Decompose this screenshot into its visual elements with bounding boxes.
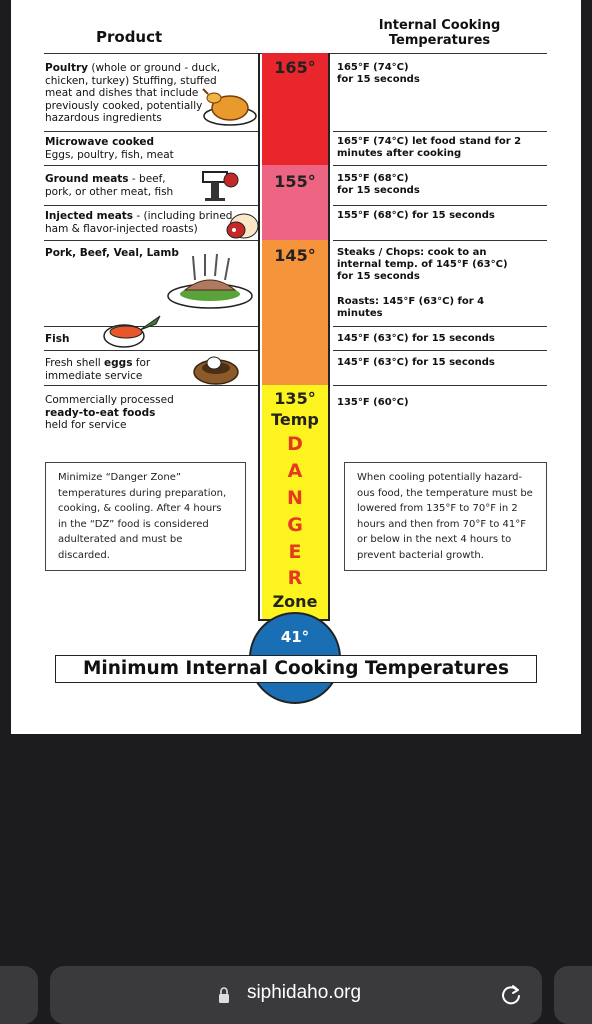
table-rule [333,240,547,241]
temperatures-header: Internal Cooking Temperatures [378,18,501,48]
product-cell-poultry: Poultry (whole or ground - duck, chicken, turkey) Stuffing, stuffed meat and dishes that include previously cooked, potentially hazardous ingredients [45,62,221,124]
table-rule [44,205,258,206]
url-text[interactable]: siphidaho.org [246,982,362,1003]
table-rule [333,385,547,386]
temp-cell-microwave: 165°F (74°C) let food stand for 2 minutes after cooking [337,136,522,159]
danger-letter: A [287,460,303,482]
thermometer-label-165: 165° [274,58,316,77]
table-rule [44,165,258,166]
thermometer-bulb-label: 41° [280,628,310,646]
temp-cell-steaks: Steaks / Chops: cook to an internal temp. of 145°F (63°C) for 15 seconds [337,247,508,282]
danger-letter: E [288,541,302,563]
temp-cell-injected-meats: 155°F (68°C) for 15 seconds [337,210,495,221]
table-rule [44,131,258,132]
table-rule [333,165,547,166]
table-rule [333,350,547,351]
thermometer-label-145: 145° [274,246,316,265]
rack-of-lamb-icon [165,250,255,310]
temp-cell-eggs: 145°F (63°C) for 15 seconds [337,357,495,368]
egg-nest-icon [190,350,242,386]
product-cell-ground-meats: Ground meats - beef, pork, or other meat, fish [45,173,174,198]
thermometer-zone-word: Zone [272,592,318,611]
product-cell-ready-to-eat: Commercially processed ready-to-eat foods held for service [45,394,174,431]
ham-icon [222,212,262,242]
fish-in-pan-icon [98,310,164,354]
temp-cell-ground-meats: 155°F (68°C) for 15 seconds [337,173,420,196]
product-cell-fish: Fish [45,333,70,345]
product-cell-eggs: Fresh shell eggs for immediate service [45,357,151,382]
table-rule [333,131,547,132]
product-cell-pork-beef: Pork, Beef, Veal, Lamb [45,247,179,259]
temp-cell-ready-to-eat: 135°F (60°C) [337,397,409,408]
meat-grinder-icon [193,168,241,202]
product-cell-microwave: Microwave cooked Eggs, poultry, fish, meat [45,136,174,161]
danger-zone-note: Minimize “Danger Zone” temperatures during preparation, cooking, & cooling. After 4 hours in the “DZ” food is considered adulterated and must be discarded. [45,462,246,571]
danger-letter: G [287,514,303,536]
danger-letter: D [287,433,303,455]
thermometer-label-135: 135° [274,389,316,408]
cooling-note: When cooling potentially hazard-ous food, the temperature must be lowered from 135°F to 70°F in 2 hours and then from 70°F to 41°F or below in the next 4 hours to prevent bacterial growth. [344,462,547,571]
table-rule [333,326,547,327]
temp-cell-fish: 145°F (63°C) for 15 seconds [337,333,495,344]
product-cell-injected-meats: Injected meats - (including brined ham & flavor-injected roasts) [45,210,233,235]
danger-letter: N [287,487,303,509]
product-header: Product [96,28,163,46]
table-rule [333,205,547,206]
reload-icon[interactable] [498,982,524,1008]
roast-chicken-icon [200,84,258,128]
temp-cell-poultry: 165°F (74°C) for 15 seconds [337,62,420,85]
temp-cell-roasts: Roasts: 145°F (63°C) for 4 minutes [337,296,485,319]
poster-title: Minimum Internal Cooking Temperatures [55,655,537,683]
thermometer-label-155: 155° [274,172,316,191]
danger-letter: R [287,567,303,589]
thermometer-temp-word: Temp [271,410,319,429]
